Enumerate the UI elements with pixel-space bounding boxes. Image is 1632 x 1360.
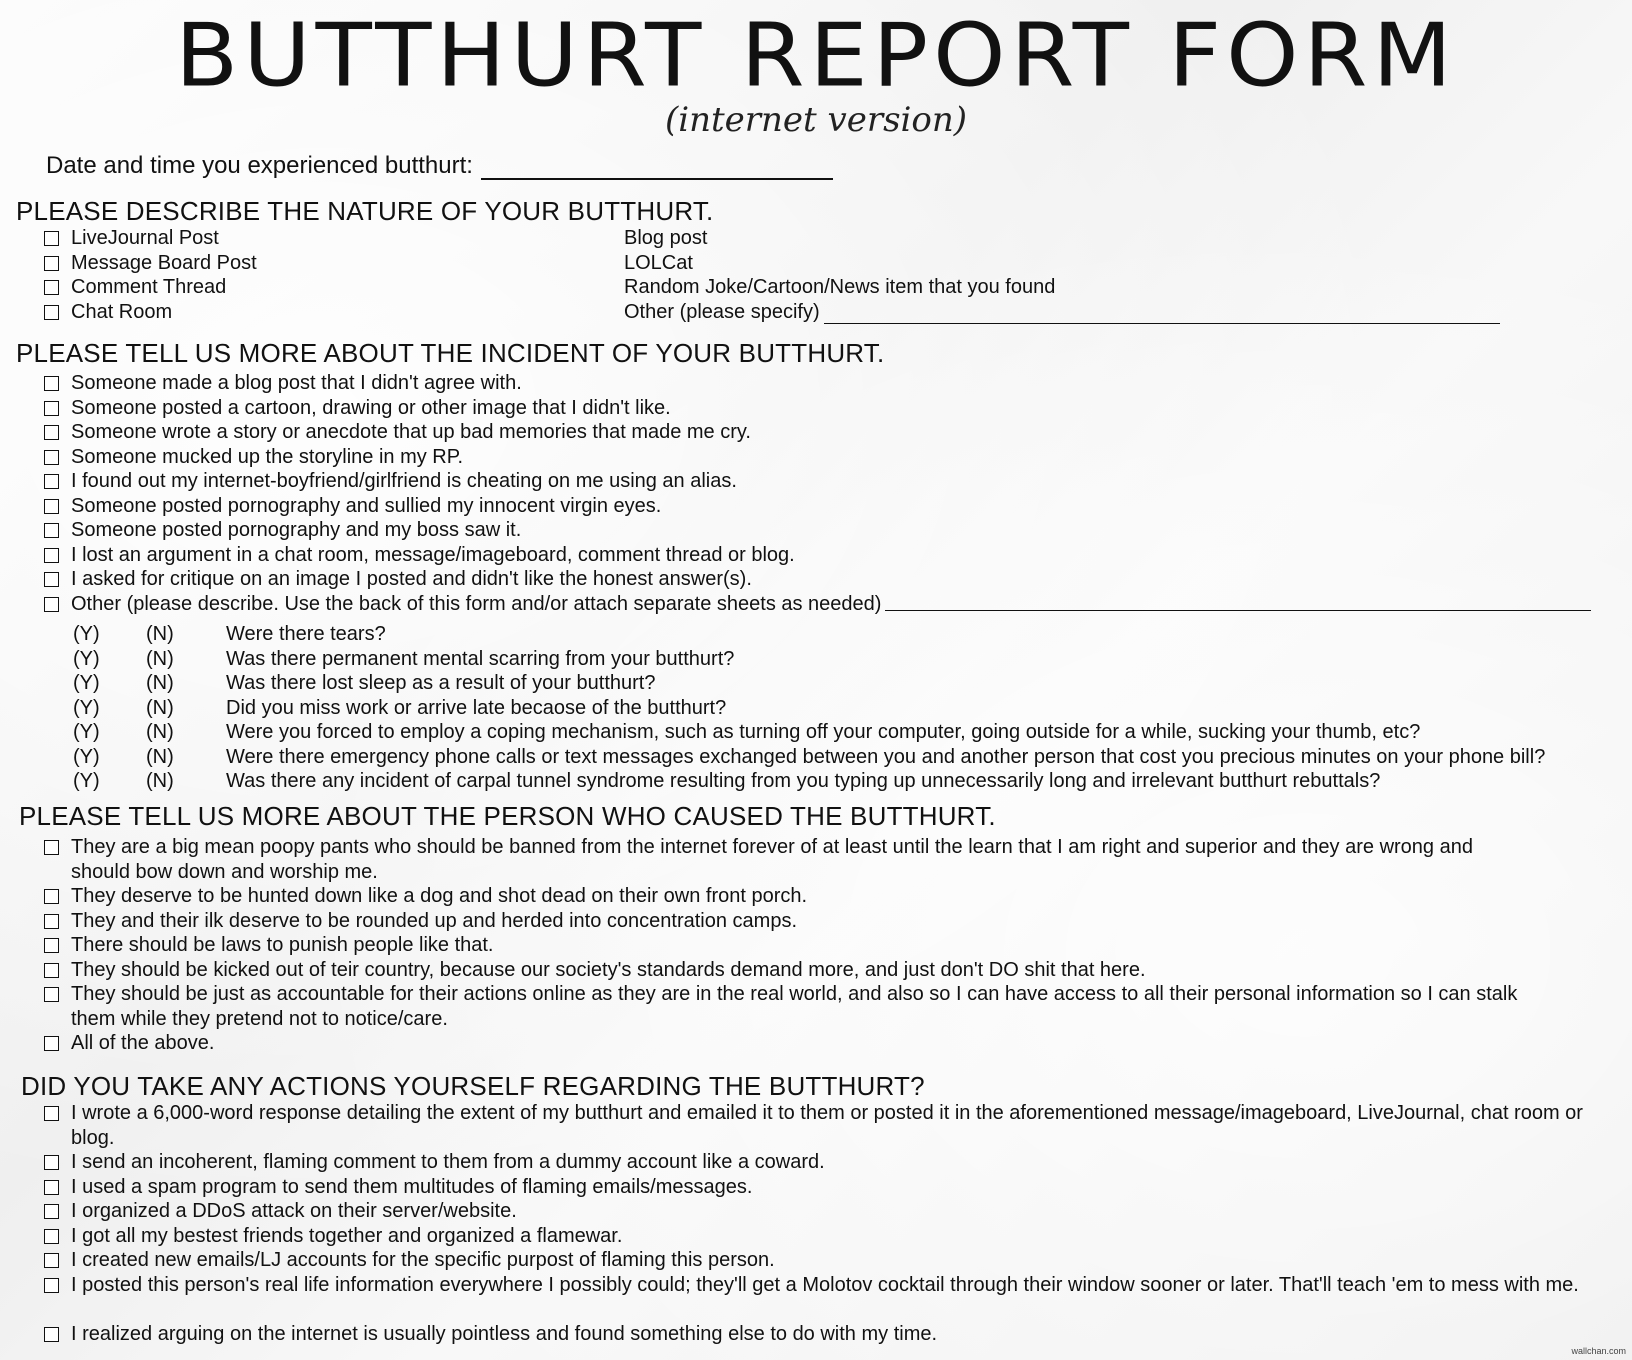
incident-option[interactable]: I found out my internet-boyfriend/girlfriend is cheating on me using an alias. bbox=[44, 469, 1604, 494]
action-option[interactable]: I realized arguing on the internet is usually pointless and found something else to do with my time. bbox=[44, 1322, 1604, 1347]
checkbox[interactable] bbox=[44, 474, 59, 489]
nature-option-right: Blog post bbox=[624, 227, 708, 249]
no-option[interactable]: (N) bbox=[146, 672, 174, 694]
person-option[interactable]: They and their ilk deserve to be rounded up and herded into concentration camps. bbox=[44, 909, 1604, 934]
other-describe-line[interactable] bbox=[885, 592, 1591, 611]
incident-option[interactable]: Other (please describe. Use the back of this form and/or attach separate sheets as needed) bbox=[44, 592, 1604, 617]
incident-option[interactable]: Someone posted pornography and my boss saw it. bbox=[44, 518, 1604, 543]
person-option[interactable]: They deserve to be hunted down like a dog and shot dead on their own front porch. bbox=[44, 884, 1604, 909]
checkbox[interactable] bbox=[44, 499, 59, 514]
nature-option[interactable]: LiveJournal Post bbox=[44, 226, 1604, 251]
section-incident-heading: PLEASE TELL US MORE ABOUT THE INCIDENT OF YOUR BUTTHURT. bbox=[16, 338, 885, 368]
yes-option[interactable]: (Y) bbox=[73, 745, 100, 768]
checkbox[interactable] bbox=[44, 572, 59, 587]
checkbox[interactable] bbox=[44, 889, 59, 904]
yes-option[interactable]: (Y) bbox=[73, 672, 100, 694]
checkbox[interactable] bbox=[44, 914, 59, 929]
yes-option[interactable]: (Y) bbox=[73, 647, 100, 670]
watermark: wallchan.com bbox=[1571, 1346, 1626, 1356]
no-option[interactable]: (N) bbox=[146, 721, 174, 743]
checkbox[interactable] bbox=[44, 597, 59, 612]
checkbox[interactable] bbox=[44, 938, 59, 953]
other-specify-line[interactable] bbox=[824, 305, 1500, 324]
section-nature-heading: PLEASE DESCRIBE THE NATURE OF YOUR BUTTHURT. bbox=[16, 196, 714, 226]
checkbox[interactable] bbox=[44, 1253, 59, 1268]
checkbox[interactable] bbox=[44, 1278, 59, 1293]
checkbox[interactable] bbox=[44, 523, 59, 538]
yn-question: (Y) (N) Was there lost sleep as a result of your butthurt? bbox=[73, 672, 656, 694]
checkbox[interactable] bbox=[44, 1327, 59, 1342]
action-option[interactable]: I created new emails/LJ accounts for the specific purpost of flaming this person. bbox=[44, 1248, 1604, 1273]
checkbox[interactable] bbox=[44, 1229, 59, 1244]
nature-option[interactable]: Message Board Post bbox=[44, 251, 1604, 276]
yn-question: (Y) (N) Were there emergency phone calls or text messages exchanged between you and another person that cost you precious minutes on your phone bill? bbox=[73, 745, 1546, 768]
incident-option[interactable]: Someone posted a cartoon, drawing or other image that I didn't like. bbox=[44, 396, 1604, 421]
person-option[interactable]: All of the above. bbox=[44, 1031, 1604, 1056]
checkbox[interactable] bbox=[44, 256, 59, 271]
person-option[interactable]: There should be laws to punish people like that. bbox=[44, 933, 1604, 958]
no-option[interactable]: (N) bbox=[146, 647, 174, 670]
action-option[interactable]: I organized a DDoS attack on their server/website. bbox=[44, 1199, 1604, 1224]
form-title: BUTTHURT REPORT FORM bbox=[175, 4, 1457, 107]
nature-option-right: Random Joke/Cartoon/News item that you found bbox=[624, 276, 1056, 298]
checkbox[interactable] bbox=[44, 840, 59, 855]
checkbox[interactable] bbox=[44, 425, 59, 440]
nature-option-right: LOLCat bbox=[624, 251, 693, 274]
incident-option[interactable]: Someone posted pornography and sullied my innocent virgin eyes. bbox=[44, 494, 1604, 519]
action-option[interactable]: I used a spam program to send them multitudes of flaming emails/messages. bbox=[44, 1175, 1604, 1200]
no-option[interactable]: (N) bbox=[146, 770, 174, 792]
checkbox[interactable] bbox=[44, 1036, 59, 1051]
incident-option[interactable]: Someone made a blog post that I didn't agree with. bbox=[44, 371, 1604, 396]
checkbox[interactable] bbox=[44, 401, 59, 416]
checkbox[interactable] bbox=[44, 1155, 59, 1170]
date-input-line[interactable] bbox=[481, 156, 833, 180]
person-option[interactable]: They should be just as accountable for their actions online as they are in the real world, and also so I can have access to all their personal information so I can stalk them while they pretend not to notice/care. bbox=[44, 982, 1524, 1031]
checkbox[interactable] bbox=[44, 548, 59, 563]
checkbox[interactable] bbox=[44, 1180, 59, 1195]
checkbox[interactable] bbox=[44, 231, 59, 246]
incident-option[interactable]: I lost an argument in a chat room, message/imageboard, comment thread or blog. bbox=[44, 543, 1604, 568]
action-option[interactable]: I send an incoherent, flaming comment to them from a dummy account like a coward. bbox=[44, 1150, 1604, 1175]
incident-option[interactable]: I asked for critique on an image I posted and didn't like the honest answer(s). bbox=[44, 567, 1604, 592]
person-option[interactable]: They are a big mean poopy pants who should be banned from the internet forever of at least until the learn that I am right and superior and they are wrong and should bow down and worship me. bbox=[44, 835, 1524, 884]
no-option[interactable]: (N) bbox=[146, 696, 174, 719]
checkbox[interactable] bbox=[44, 963, 59, 978]
checkbox[interactable] bbox=[44, 376, 59, 391]
checkbox[interactable] bbox=[44, 305, 59, 320]
yn-question: (Y) (N) Were there tears? bbox=[73, 623, 386, 645]
checkbox[interactable] bbox=[44, 280, 59, 295]
yes-option[interactable]: (Y) bbox=[73, 721, 100, 743]
action-option[interactable]: I wrote a 6,000-word response detailing the extent of my butthurt and emailed it to them or posted it in the aforementioned message/imageboard, LiveJournal, chat room or blog. bbox=[44, 1101, 1604, 1150]
yes-option[interactable]: (Y) bbox=[73, 623, 100, 645]
date-label: Date and time you experienced butthurt: bbox=[46, 152, 473, 179]
nature-option-right: Other (please specify) bbox=[624, 300, 1500, 325]
incident-option[interactable]: Someone wrote a story or anecdote that up bad memories that made me cry. bbox=[44, 420, 1604, 445]
yn-question: (Y) (N) Did you miss work or arrive late becaose of the butthurt? bbox=[73, 696, 727, 719]
form-subtitle: (internet version) bbox=[664, 100, 968, 140]
yn-question: (Y) (N) Was there any incident of carpal tunnel syndrome resulting from you typing up unnecessarily long and irrelevant butthurt rebuttals? bbox=[73, 770, 1381, 792]
section-actions-heading: DID YOU TAKE ANY ACTIONS YOURSELF REGARDING THE BUTTHURT? bbox=[21, 1071, 925, 1101]
checkbox[interactable] bbox=[44, 1204, 59, 1219]
nature-option[interactable]: Chat Room bbox=[44, 300, 1604, 325]
yes-option[interactable]: (Y) bbox=[73, 696, 100, 719]
no-option[interactable]: (N) bbox=[146, 745, 174, 768]
action-option[interactable]: I posted this person's real life information everywhere I possibly could; they'll get a Molotov cocktail through their window sooner or later. That'll teach 'em to mess with me. bbox=[44, 1273, 1589, 1298]
no-option[interactable]: (N) bbox=[146, 623, 174, 645]
checkbox[interactable] bbox=[44, 1106, 59, 1121]
yes-option[interactable]: (Y) bbox=[73, 770, 100, 792]
person-option[interactable]: They should be kicked out of teir country, because our society's standards demand more, and just don't DO shit that here. bbox=[44, 958, 1604, 983]
incident-option[interactable]: Someone mucked up the storyline in my RP. bbox=[44, 445, 1604, 470]
date-row bbox=[46, 152, 833, 180]
action-option[interactable]: I got all my bestest friends together and organized a flamewar. bbox=[44, 1224, 1604, 1249]
yn-question: (Y) (N) Was there permanent mental scarring from your butthurt? bbox=[73, 647, 735, 670]
nature-option[interactable]: Comment Thread bbox=[44, 275, 1604, 300]
checkbox[interactable] bbox=[44, 450, 59, 465]
checkbox[interactable] bbox=[44, 987, 59, 1002]
section-person-heading: PLEASE TELL US MORE ABOUT THE PERSON WHO CAUSED THE BUTTHURT. bbox=[19, 801, 996, 831]
yn-question: (Y) (N) Were you forced to employ a coping mechanism, such as turning off your computer, going outside for a while, sucking your thumb, etc? bbox=[73, 721, 1421, 743]
